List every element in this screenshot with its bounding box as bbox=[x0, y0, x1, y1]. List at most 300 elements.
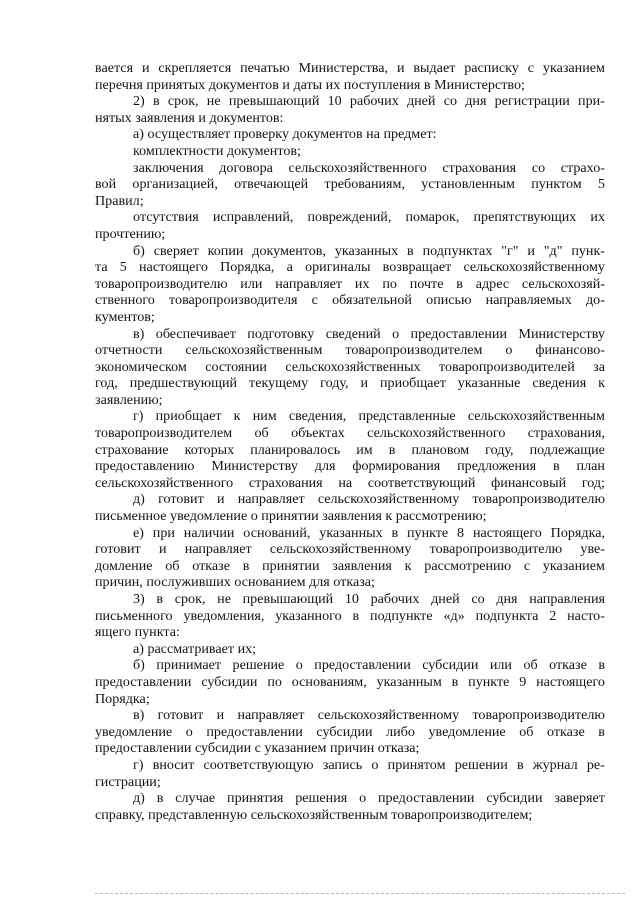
word: препятствующих bbox=[473, 209, 577, 226]
word: и bbox=[360, 375, 369, 392]
text-line bbox=[95, 458, 605, 475]
word: и bbox=[158, 541, 167, 558]
word: оснований, bbox=[243, 524, 311, 541]
word: товаропроизводителя bbox=[169, 292, 298, 309]
word: 2 bbox=[549, 607, 557, 624]
word: им bbox=[356, 441, 373, 458]
word: плановом bbox=[411, 441, 470, 458]
word: готовит bbox=[158, 491, 204, 508]
word: сельскохозяй- bbox=[521, 275, 605, 292]
word: подпункте bbox=[370, 607, 433, 624]
word: отказе bbox=[549, 657, 587, 674]
word: состоянии bbox=[205, 358, 267, 375]
word: страхо- bbox=[560, 159, 605, 176]
word: отказе bbox=[192, 557, 230, 574]
word: или bbox=[489, 657, 512, 674]
word: подготовку bbox=[247, 325, 315, 342]
word: организацией, bbox=[132, 176, 218, 193]
word: вается bbox=[95, 60, 134, 76]
word: их bbox=[590, 209, 605, 226]
word: дней bbox=[431, 591, 460, 607]
text-line bbox=[95, 425, 605, 442]
word: заявления bbox=[332, 557, 392, 574]
word: оригиналы bbox=[305, 259, 371, 276]
word: в) bbox=[133, 707, 145, 724]
word: б) bbox=[133, 242, 145, 259]
word: отчетности bbox=[95, 342, 163, 359]
word: не bbox=[206, 93, 221, 110]
word: сельскохозяйственному bbox=[463, 259, 605, 276]
word: сведения bbox=[532, 375, 587, 392]
word: сельскохозяйственного bbox=[95, 474, 234, 491]
text-line bbox=[95, 292, 605, 309]
word: страхования, bbox=[527, 425, 605, 442]
text-line bbox=[95, 342, 605, 359]
word: товаропроизводителем bbox=[345, 342, 483, 359]
word: повреждений, bbox=[307, 209, 392, 226]
word: которых bbox=[184, 441, 235, 458]
word: год, bbox=[95, 375, 118, 392]
word: направляет bbox=[184, 541, 252, 558]
line-text: предоставлении субсидии с указанием причин отказа; bbox=[95, 740, 420, 757]
word: решении bbox=[454, 756, 508, 773]
word: при bbox=[152, 524, 175, 541]
word: решения bbox=[295, 790, 348, 807]
word: предложения bbox=[457, 458, 537, 475]
word: для bbox=[314, 458, 336, 475]
word: скрепляется bbox=[158, 60, 232, 76]
line-text: письменное уведомление о принятии заявления к рассмотрению; bbox=[95, 508, 487, 525]
word: год; bbox=[581, 474, 605, 491]
line-text: заявлению; bbox=[95, 391, 163, 408]
word: о bbox=[392, 325, 400, 342]
word: Министерства, bbox=[298, 60, 389, 76]
word: предоставлении bbox=[206, 723, 303, 740]
word: к bbox=[404, 557, 412, 574]
word: товаропроизводителей bbox=[439, 358, 575, 375]
word: е) bbox=[133, 524, 144, 541]
word: домление bbox=[95, 557, 153, 574]
word: страхования bbox=[442, 159, 517, 176]
line-text: гистрации; bbox=[95, 773, 161, 790]
text-line bbox=[95, 724, 605, 741]
word: журнал bbox=[532, 756, 578, 773]
word: направляемых bbox=[485, 292, 572, 309]
word: готовит bbox=[95, 541, 141, 558]
word: страхование bbox=[95, 441, 169, 458]
word: и bbox=[527, 242, 535, 259]
word: письменного bbox=[95, 607, 173, 624]
word: 10 bbox=[344, 591, 359, 607]
word: пункте bbox=[406, 524, 449, 541]
text-line bbox=[95, 93, 605, 110]
word: пунктом bbox=[531, 176, 582, 193]
word: требованиям, bbox=[324, 176, 405, 193]
word: отсутствия bbox=[133, 209, 199, 226]
word: в bbox=[242, 557, 250, 574]
word: за bbox=[593, 358, 605, 375]
line-text: справку, представленную сельскохозяйственным товаропроизводителем; bbox=[95, 806, 533, 823]
text-line bbox=[95, 541, 605, 558]
word: страхования bbox=[248, 474, 323, 491]
word: запись bbox=[322, 756, 363, 773]
word: сельскохозяйственному bbox=[317, 491, 460, 508]
word: заверяет bbox=[554, 790, 605, 807]
word: субсидии bbox=[201, 673, 258, 690]
line-text: ящего пункта: bbox=[95, 624, 180, 641]
word: указанных bbox=[319, 524, 383, 541]
word: Порядка, bbox=[220, 259, 275, 276]
text-line bbox=[95, 160, 605, 177]
word: Порядка, bbox=[550, 524, 605, 541]
text-line bbox=[95, 525, 605, 542]
word: товаропроизводителю bbox=[95, 275, 228, 292]
word: принятия bbox=[227, 790, 284, 807]
word: г) bbox=[133, 756, 144, 773]
word: помарок, bbox=[405, 209, 460, 226]
word: расписку bbox=[464, 60, 519, 76]
word: текущему bbox=[249, 375, 309, 392]
word: превышающий bbox=[242, 591, 334, 607]
word: в bbox=[516, 756, 524, 773]
word: уведомления, bbox=[183, 607, 265, 624]
word: предоставлению bbox=[95, 458, 195, 475]
word: дня bbox=[465, 93, 487, 110]
word: субсидии bbox=[422, 657, 479, 674]
word: почте bbox=[409, 275, 444, 292]
word: дня bbox=[496, 591, 518, 607]
word: финансовый bbox=[491, 474, 567, 491]
word: соответствующий bbox=[367, 474, 476, 491]
word: со bbox=[443, 93, 458, 110]
word: сельскохозяйственному bbox=[317, 707, 460, 724]
line-text: Правил; bbox=[95, 192, 144, 209]
text-line bbox=[95, 392, 605, 409]
word: предоставлении bbox=[314, 657, 411, 674]
word: при- bbox=[578, 93, 605, 110]
word: отказе bbox=[547, 723, 585, 740]
word: и bbox=[216, 491, 225, 508]
word: соответствующую bbox=[203, 756, 314, 773]
word: выдает bbox=[413, 60, 456, 76]
word: копии bbox=[207, 242, 244, 259]
word: экономическом bbox=[95, 358, 187, 375]
word: случае bbox=[175, 790, 216, 807]
word: рассмотрению bbox=[424, 557, 512, 574]
word: о bbox=[371, 756, 379, 773]
word: в bbox=[552, 458, 560, 475]
word: дней bbox=[406, 93, 436, 110]
word: направления bbox=[529, 591, 605, 607]
word: рабочих bbox=[349, 93, 399, 110]
word: субсидии bbox=[316, 723, 373, 740]
word: уве- bbox=[580, 541, 605, 558]
word: д) bbox=[133, 790, 145, 807]
word: предоставлении bbox=[410, 325, 507, 342]
word: "д" bbox=[543, 242, 563, 259]
text-line bbox=[95, 707, 605, 724]
word: направляет bbox=[237, 707, 305, 724]
word: в bbox=[598, 657, 605, 674]
word: товаропроизводителем bbox=[95, 425, 233, 442]
text-line bbox=[95, 674, 605, 691]
word: указанного bbox=[275, 607, 342, 624]
word: сельскохозяйственных bbox=[285, 358, 421, 375]
word: Министерству bbox=[211, 458, 298, 475]
word: приобщает bbox=[379, 375, 446, 392]
text-line bbox=[95, 359, 605, 376]
word: до- bbox=[586, 292, 605, 309]
word: приобщает bbox=[155, 408, 222, 425]
word: в bbox=[391, 524, 399, 541]
word: решение bbox=[232, 657, 285, 674]
word: 5 bbox=[119, 259, 127, 276]
word: 5 bbox=[597, 176, 605, 193]
word: установленным bbox=[421, 176, 515, 193]
word: указанных bbox=[334, 242, 399, 259]
word: планировалось bbox=[250, 441, 341, 458]
text-line bbox=[95, 442, 605, 459]
word: настоящего bbox=[472, 524, 542, 541]
word: насто- bbox=[567, 607, 605, 624]
word: об bbox=[523, 657, 538, 674]
word: принятом bbox=[387, 756, 446, 773]
scan-edge-rule bbox=[95, 893, 625, 894]
word: готовит bbox=[157, 707, 204, 724]
word: указанным bbox=[376, 673, 442, 690]
word: в bbox=[451, 673, 459, 690]
word: "г" bbox=[501, 242, 519, 259]
word: сельскохозяйственным bbox=[467, 408, 605, 425]
word: году, bbox=[485, 441, 514, 458]
word: обязательной bbox=[332, 292, 412, 309]
word: финансово- bbox=[535, 342, 605, 359]
line-text: прочтению; bbox=[95, 225, 166, 242]
word: подлежащие bbox=[529, 441, 605, 458]
word: с bbox=[311, 292, 318, 309]
word: 10 bbox=[327, 93, 342, 110]
text-line bbox=[95, 226, 605, 243]
word: представленные bbox=[358, 408, 456, 425]
text-line bbox=[95, 60, 605, 77]
word: отвечающей bbox=[234, 176, 309, 193]
word: сведения, bbox=[288, 408, 347, 425]
word: объектах bbox=[291, 425, 345, 442]
word: со bbox=[471, 591, 485, 607]
word: договора bbox=[219, 159, 273, 176]
word: д) bbox=[133, 491, 145, 508]
word: или bbox=[240, 275, 263, 292]
word: 3) bbox=[133, 591, 145, 607]
word: и bbox=[396, 60, 405, 76]
word: в bbox=[388, 441, 396, 458]
word: к bbox=[598, 375, 605, 392]
word: подпунктах bbox=[422, 242, 493, 259]
line-text: а) осуществляет проверку документов на предмет: bbox=[133, 126, 437, 143]
word: об bbox=[254, 425, 269, 442]
word: печатью bbox=[240, 60, 290, 76]
text-line bbox=[95, 176, 605, 193]
word: об bbox=[165, 557, 180, 574]
text-line bbox=[95, 126, 605, 143]
word: вой bbox=[95, 176, 117, 193]
word: г) bbox=[133, 408, 144, 425]
text-line bbox=[95, 757, 605, 774]
word: настоящего bbox=[536, 673, 605, 690]
word: сверяет bbox=[153, 242, 199, 259]
word: не bbox=[217, 591, 231, 607]
word: настоящего bbox=[139, 259, 208, 276]
word: направляет bbox=[237, 491, 305, 508]
word: а bbox=[286, 259, 293, 276]
text-line bbox=[95, 209, 605, 226]
word: их bbox=[354, 275, 370, 292]
text-line bbox=[95, 740, 605, 757]
word: адрес bbox=[475, 275, 510, 292]
word: возвращает bbox=[382, 259, 452, 276]
text-line bbox=[95, 77, 605, 94]
word: предшествующий bbox=[129, 375, 238, 392]
word: указанием bbox=[542, 557, 605, 574]
text-line bbox=[95, 574, 605, 591]
text-line bbox=[95, 375, 605, 392]
word: в bbox=[156, 790, 164, 807]
word: уведомление bbox=[428, 723, 506, 740]
word: ним bbox=[252, 408, 277, 425]
word: со bbox=[531, 159, 546, 176]
word: принятии bbox=[262, 557, 320, 574]
word: Министерству bbox=[518, 325, 605, 342]
text-line bbox=[95, 558, 605, 575]
text-line bbox=[95, 691, 605, 708]
word: году, bbox=[320, 375, 349, 392]
word: указанием bbox=[542, 60, 605, 76]
word: к bbox=[233, 408, 241, 425]
line-text: комплектности документов; bbox=[133, 142, 301, 159]
word: документов, bbox=[252, 242, 326, 259]
text-line bbox=[95, 624, 605, 641]
word: о bbox=[185, 723, 193, 740]
word: обеспечивает bbox=[155, 325, 236, 342]
text-line bbox=[95, 259, 605, 276]
text-line bbox=[95, 774, 605, 791]
word: сельскохозяйственного bbox=[367, 425, 506, 442]
word: вносит bbox=[152, 756, 195, 773]
word: либо bbox=[386, 723, 415, 740]
word: принимает bbox=[156, 657, 222, 674]
word: товаропроизводителю bbox=[472, 491, 605, 508]
text-line bbox=[95, 143, 605, 160]
word: по bbox=[382, 275, 397, 292]
word: превышающий bbox=[228, 93, 320, 110]
line-text: а) рассматривает их; bbox=[133, 640, 257, 657]
word: 9 bbox=[519, 673, 527, 690]
text-line bbox=[95, 790, 605, 807]
word: предоставлении bbox=[95, 673, 192, 690]
word: наличии bbox=[183, 524, 235, 541]
word: сельскохозяйственному bbox=[269, 541, 412, 558]
word: сельскохозяйственного bbox=[288, 159, 427, 176]
word: исправлений, bbox=[212, 209, 294, 226]
word: та bbox=[95, 259, 108, 276]
word: в) bbox=[133, 325, 145, 342]
word: пункте bbox=[468, 673, 510, 690]
word: план bbox=[576, 458, 605, 475]
text-line bbox=[95, 475, 605, 492]
word: в bbox=[407, 242, 414, 259]
word: о bbox=[359, 790, 367, 807]
word: на bbox=[338, 474, 353, 491]
word: описью bbox=[426, 292, 472, 309]
word: в bbox=[456, 275, 463, 292]
word: субсидии bbox=[486, 790, 543, 807]
word: в bbox=[352, 607, 360, 624]
word: указанные bbox=[457, 375, 521, 392]
word: 8 bbox=[457, 524, 465, 541]
text-line bbox=[95, 657, 605, 674]
text-line bbox=[95, 508, 605, 525]
word: о bbox=[295, 657, 303, 674]
word: о bbox=[505, 342, 513, 359]
text-line bbox=[95, 326, 605, 343]
word: пунк- bbox=[571, 242, 605, 259]
word: с bbox=[523, 557, 531, 574]
word: уведомление bbox=[95, 723, 173, 740]
word: и bbox=[216, 707, 225, 724]
text-line bbox=[95, 591, 605, 608]
word: заключения bbox=[133, 159, 204, 176]
line-text: причин, послуживших основанием для отказа; bbox=[95, 574, 375, 591]
word: основаниям, bbox=[291, 673, 367, 690]
text-line bbox=[95, 408, 605, 425]
line-text: перечня принятых документов и даты их поступления в Министерство; bbox=[95, 76, 525, 93]
word: срок, bbox=[174, 591, 206, 607]
word: направляет bbox=[275, 275, 343, 292]
line-text: кументов; bbox=[95, 308, 155, 325]
word: предоставлении bbox=[378, 790, 475, 807]
text-line bbox=[95, 110, 605, 127]
text-line bbox=[95, 641, 605, 658]
word: в bbox=[156, 591, 164, 607]
word: срок, bbox=[167, 93, 199, 110]
word: рабочих bbox=[370, 591, 420, 607]
word: сельскохозяйственным bbox=[185, 342, 323, 359]
word: ре- bbox=[586, 756, 605, 773]
text-line bbox=[95, 491, 605, 508]
word: подпункта bbox=[475, 607, 539, 624]
word: в bbox=[598, 723, 605, 740]
word: ственного bbox=[95, 292, 155, 309]
text-line bbox=[95, 276, 605, 293]
word: в bbox=[152, 93, 160, 110]
word: 2) bbox=[133, 93, 145, 110]
text-line bbox=[95, 243, 605, 260]
text-line bbox=[95, 608, 605, 625]
word: формирования bbox=[352, 458, 441, 475]
word: регистрации bbox=[494, 93, 570, 110]
text-line bbox=[95, 807, 605, 824]
text-line bbox=[95, 193, 605, 210]
word: б) bbox=[133, 657, 145, 674]
word: об bbox=[519, 723, 534, 740]
document-body bbox=[95, 60, 605, 823]
word: товаропроизводителю bbox=[472, 707, 605, 724]
word: товаропроизводителю bbox=[429, 541, 563, 558]
word: по bbox=[267, 673, 282, 690]
line-text: нятых заявления и документов: bbox=[95, 109, 284, 126]
word: сведений bbox=[325, 325, 381, 342]
word: с bbox=[527, 60, 534, 76]
